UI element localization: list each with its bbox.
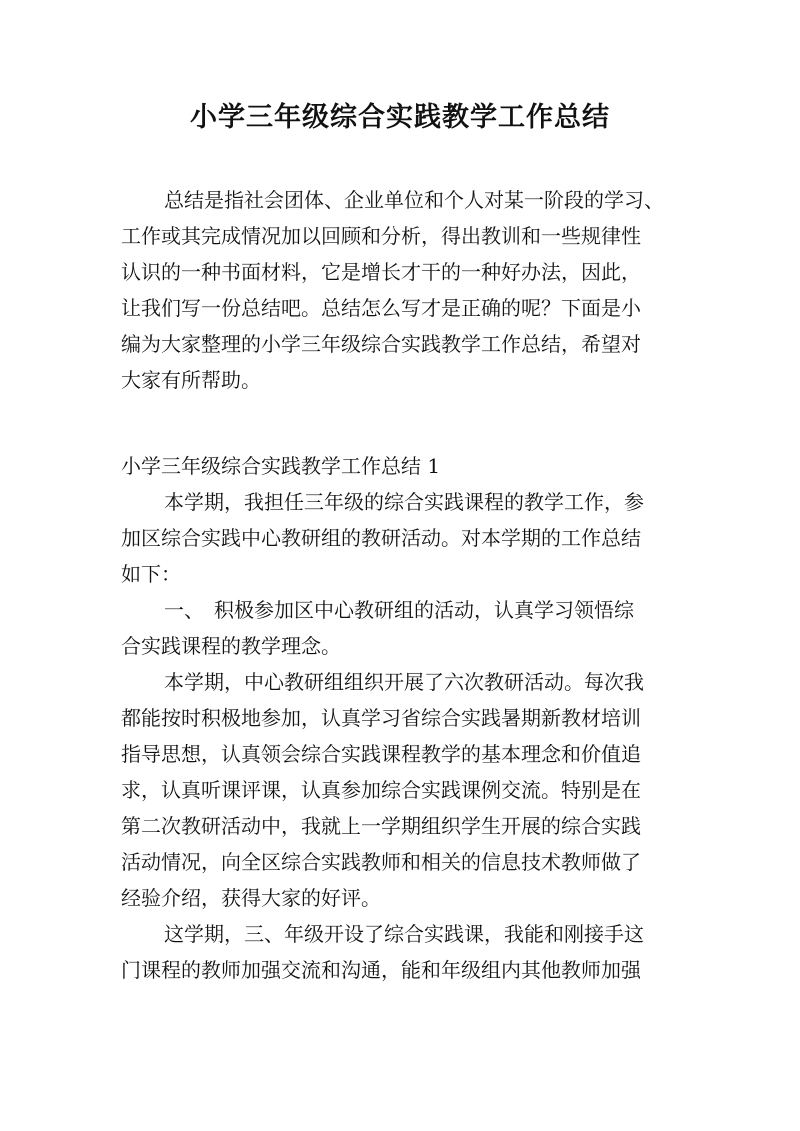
paragraph-line: 都能按时积极地参加，认真学习省综合实践暑期新教材培训 (121, 706, 641, 730)
paragraph-line: 如下： (121, 562, 181, 586)
paragraph-line: 门课程的教师加强交流和沟通，能和年级组内其他教师加强 (121, 958, 641, 982)
intro-line: 大家有所帮助。 (121, 368, 261, 392)
paragraph-line: 第二次教研活动中，我就上一学期组织学生开展的综合实践 (121, 814, 641, 838)
paragraph-line: 这学期，三、年级开设了综合实践课，我能和刚接手这 (164, 922, 644, 946)
document-title: 小学三年级综合实践教学工作总结 (190, 102, 610, 133)
section-heading: 小学三年级综合实践教学工作总结 1 (121, 454, 441, 478)
intro-line: 让我们写一份总结吧。总结怎么写才是正确的呢？下面是小 (121, 296, 641, 320)
intro-line: 认识的一种书面材料，它是增长才干的一种好办法，因此， (121, 260, 641, 284)
list-item-line: 合实践课程的教学理念。 (121, 634, 341, 658)
list-item-line: 一、 积极参加区中心教研组的活动，认真学习领悟综 (164, 598, 634, 622)
intro-line: 总结是指社会团体、企业单位和个人对某一阶段的学习、 (164, 188, 664, 212)
paragraph-line: 经验介绍，获得大家的好评。 (121, 886, 381, 910)
intro-line: 工作或其完成情况加以回顾和分析，得出教训和一些规律性 (121, 224, 641, 248)
paragraph-line: 本学期，中心教研组组织开展了六次教研活动。每次我 (164, 670, 644, 694)
paragraph-line: 求，认真听课评课，认真参加综合实践课例交流。特别是在 (121, 778, 641, 802)
paragraph-line: 活动情况，向全区综合实践教师和相关的信息技术教师做了 (121, 850, 641, 874)
paragraph-line: 本学期，我担任三年级的综合实践课程的教学工作，参 (164, 490, 644, 514)
intro-line: 编为大家整理的小学三年级综合实践教学工作总结，希望对 (121, 332, 641, 356)
paragraph-line: 加区综合实践中心教研组的教研活动。对本学期的工作总结 (121, 526, 641, 550)
paragraph-line: 指导思想，认真领会综合实践课程教学的基本理念和价值追 (121, 742, 641, 766)
